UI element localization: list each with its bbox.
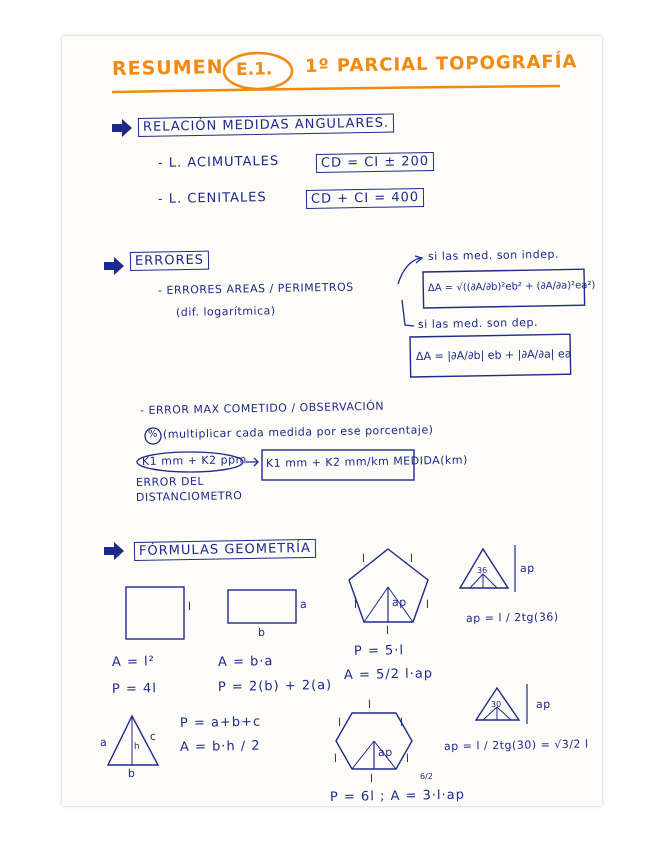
title-parcial: 1º PARCIAL TOPOGRAFÍA [304,51,578,77]
square-area: A = l² [111,654,155,670]
pent-ap-label: ap [391,595,407,609]
hex-formula: P = 6l ; A = 3·l·ap [329,787,466,805]
tri36-angle: 36 [476,565,488,575]
dist-formula: K1 mm + K2 ppm [141,453,247,468]
dist-result: K1 mm + K2 mm/km MEDIDA(km) [265,453,468,470]
cenitales-formula: CD + CI = 400 [306,188,424,209]
section-formulas-heading: FÓRMULAS GEOMETRÍA [134,539,316,561]
indep-note: si las med. son indep. [427,247,560,263]
pent-l-right: l [425,597,430,611]
cenitales-label: - L. CENITALES [157,190,267,207]
errores-areas-label: - ERRORES AREAS / PERIMETROS [157,280,354,297]
title-e1: E.1. [235,59,273,80]
pent-l-bottom: l [385,623,390,637]
hex-l-top-left: l [337,715,342,729]
tri-a-label: a [99,735,108,749]
rect-area: A = b·a [217,654,274,670]
square-side-label: l [187,599,192,613]
square-perim: P = 4l [111,681,158,697]
arrow-icon [104,119,132,560]
acimutales-label: - L. ACIMUTALES [157,153,280,171]
dist-label-1: ERROR DEL [135,474,205,489]
tri-perim: P = a+b+c [179,714,262,731]
hex-half-note: 6/2 [419,771,433,781]
tri36-ap: ap [519,561,535,575]
section-errores-heading: ERRORES [130,251,209,271]
pent-perim: P = 5·l [353,643,405,659]
pent-l-top-left: l [361,551,366,565]
pent-l-left: l [353,597,358,611]
dep-formula: ΔA = |∂A/∂b| eb + |∂A/∂a| ea [415,347,572,363]
pent-area: A = 5/2 l·ap [343,666,434,683]
hex-l-top: l [367,697,372,711]
rect-perim: P = 2(b) + 2(a) [217,678,333,695]
rect-b-label: b [257,625,266,639]
tri-area: A = b·h / 2 [179,738,261,755]
tri-c-label: c [149,729,157,743]
hex-l-bottom: l [369,771,374,785]
tri-b-label: b [127,766,136,780]
acimutales-formula: CD = CI ± 200 [316,152,434,173]
dist-label-2: DISTANCIOMETRO [135,489,243,504]
percent-icon: % [147,428,158,440]
title-underline [112,86,560,92]
tri-h-label: h [133,741,140,752]
tri30-angle: 30 [490,699,502,709]
hex-l-top-right: l [399,715,404,729]
tri30-formula: ap = l / 2tg(30) = √3/2 l [443,737,589,753]
tri36-formula: ap = l / 2tg(36) [465,610,559,625]
rectangle-shape [228,590,296,623]
indep-formula: ΔA = √((∂A/∂b)²eb² + (∂A/∂a)²ea²) [427,280,596,294]
hex-ap-label: ap [377,745,393,759]
dep-note: si las med. son dep. [417,315,539,331]
error-max-label: - ERROR MAX COMETIDO / OBSERVACIÓN [139,399,385,417]
tri30-ap: ap [535,697,551,711]
square-shape [126,587,184,639]
multiplicar-note: (multiplicar cada medida por ese porcentaje) [162,423,434,441]
title-resumen: RESUMEN [111,56,224,80]
hex-l-bottom-left: l [333,751,338,765]
hex-l-bottom-right: l [405,751,410,765]
rect-a-label: a [299,597,308,611]
dif-logaritmica-note: (dif. logarítmica) [175,304,276,319]
pent-l-top-right: l [409,551,414,565]
section-relacion-heading: RELACIÓN MEDIDAS ANGULARES. [138,114,394,137]
